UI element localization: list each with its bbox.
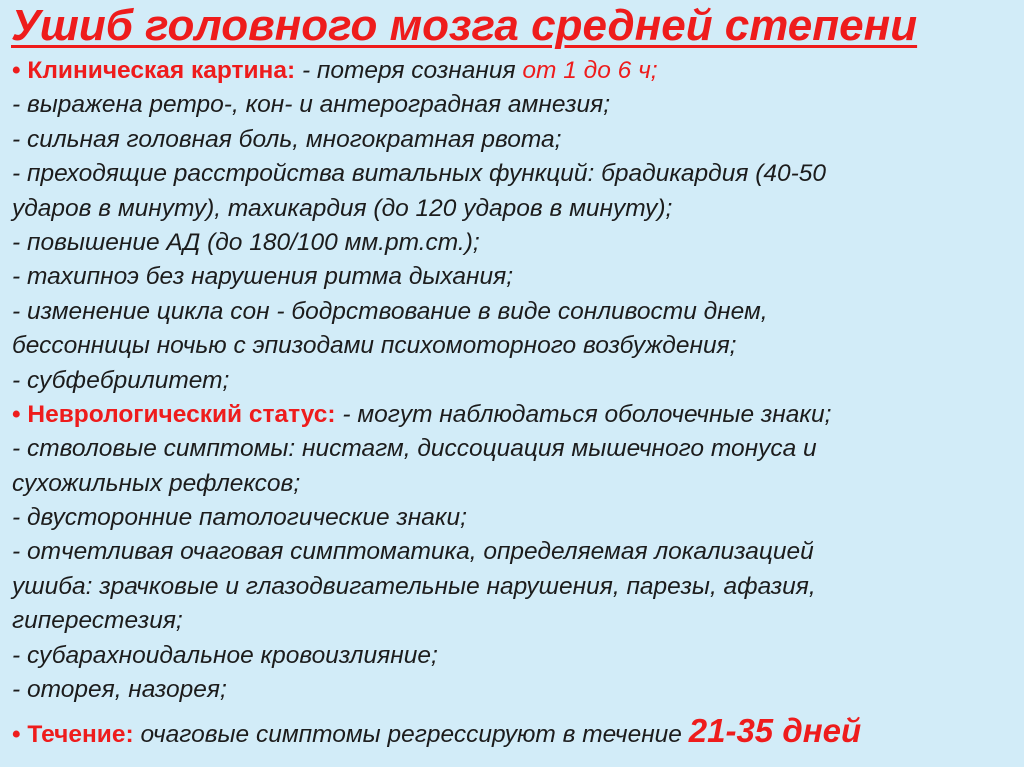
clinical-item: - сильная головная боль, многократная рвота; [12,125,562,153]
clinical-item: - преходящие расстройства витальных функций: брадикардия (40-50 [12,160,827,188]
clinical-item: - выражена ретро-, кон- и антероградная амнезия; [12,91,611,119]
clinical-lead: - потеря сознания [295,57,523,84]
neuro-item: - двусторонние патологические знаки; [12,504,467,532]
neuro-bullet: • Неврологический статус: [12,400,336,428]
neuro-item: - оторея, назорея; [12,676,227,704]
neuro-item: - субарахноидальное кровоизлияние; [12,641,438,669]
clinical-item: - повышение АД (до 180/100 мм.рт.ст.); [12,228,480,256]
course-bullet: • Течение: [12,721,134,749]
clinical-heading-line [12,54,1012,88]
clinical-item: - изменение цикла сон - бодрствование в виде сонливости днем, [12,297,768,325]
slide-body [12,54,1012,751]
course-line [12,711,1012,751]
clinical-bullet: • Клиническая картина: [12,57,296,84]
course-text: очаговые симптомы регрессируют в течение [133,721,689,749]
clinical-item: бессонницы ночью с эпизодами психомоторного возбуждения; [12,332,737,360]
clinical-item: ударов в минуту), тахикардия (до 120 ударов в минуту); [12,194,673,222]
neuro-heading-line [12,398,1012,432]
clinical-item: - тахипноэ без нарушения ритма дыхания; [12,263,514,291]
neuro-item: гиперестезия; [12,607,183,635]
clinical-item: - субфебрилитет; [12,366,230,394]
neuro-item: сухожильных рефлексов; [12,469,301,497]
neuro-item: ушиба: зрачковые и глазодвигательные нарушения, парезы, афазия, [12,572,816,600]
slide-title: Ушиб головного мозга средней степени [11,1,918,50]
neuro-item: - отчетливая очаговая симптоматика, определяемая локализацией [12,538,814,566]
clinical-duration: от 1 до 6 ч; [522,57,658,84]
neuro-item: - стволовые симптомы: нистагм, диссоциация мышечного тонуса и [12,435,817,463]
course-period: 21-35 дней [688,712,862,750]
neuro-lead: - могут наблюдаться оболочечные знаки; [335,400,832,428]
